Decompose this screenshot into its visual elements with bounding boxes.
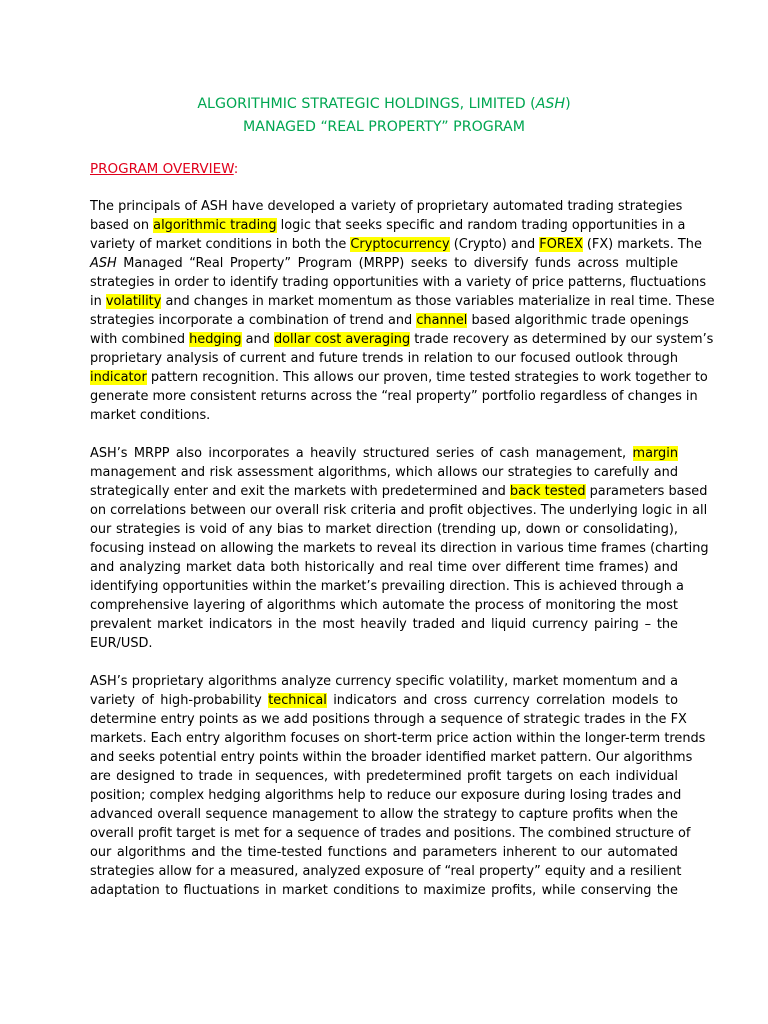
text-segment: variety of market conditions in both the bbox=[90, 237, 351, 252]
text-line bbox=[90, 577, 684, 596]
text-segment: generate more consistent returns across the “real property” portfolio regardless of changes in bbox=[90, 389, 698, 404]
text-line bbox=[90, 349, 678, 368]
highlighted-term: volatility bbox=[105, 294, 162, 309]
text-line bbox=[90, 862, 682, 881]
text-segment: parameters based bbox=[585, 484, 708, 499]
text-line bbox=[90, 691, 678, 710]
highlighted-term: channel bbox=[416, 313, 468, 328]
section-heading-colon: : bbox=[233, 161, 239, 177]
title-text-ash: ASH bbox=[535, 96, 566, 112]
text-line bbox=[90, 596, 678, 615]
text-segment: strategies allow for a measured, analyzed exposure of “real property” equity and a resilient bbox=[90, 864, 682, 879]
text-line bbox=[90, 539, 709, 558]
highlighted-term: technical bbox=[268, 693, 327, 708]
text-line bbox=[90, 824, 691, 843]
document-title-line-1 bbox=[90, 95, 678, 114]
highlighted-term: algorithmic trading bbox=[153, 218, 277, 233]
highlighted-term: hedging bbox=[189, 332, 242, 347]
paragraph-1 bbox=[90, 197, 715, 425]
text-line bbox=[90, 881, 678, 900]
text-line bbox=[90, 672, 678, 691]
text-line bbox=[90, 805, 678, 824]
text-segment: based algorithmic trade openings bbox=[467, 313, 689, 328]
text-segment: strategies incorporate a combination of trend and bbox=[90, 313, 417, 328]
text-segment: comprehensive layering of algorithms which automate the process of monitoring the most bbox=[90, 598, 678, 613]
text-segment: management and risk assessment algorithms, which allows our strategies to carefully and bbox=[90, 465, 678, 480]
text-segment: in bbox=[90, 294, 106, 309]
paragraph-3 bbox=[90, 672, 706, 900]
text-segment: indicators and cross currency correlation models to bbox=[326, 693, 678, 708]
document-title-line-2: MANAGED “REAL PROPERTY” PROGRAM bbox=[243, 119, 525, 135]
text-segment: ASH’s MRPP also incorporates a heavily structured series of cash management, bbox=[90, 446, 633, 461]
text-segment: variety of high-probability bbox=[90, 693, 269, 708]
title-text-pre: ALGORITHMIC STRATEGIC HOLDINGS, LIMITED ( bbox=[197, 96, 536, 112]
title-text-post: ) bbox=[565, 96, 571, 112]
text-segment: position; complex hedging algorithms help to reduce our exposure during losing trades and bbox=[90, 788, 682, 803]
text-line bbox=[90, 216, 686, 235]
text-segment: Managed “Real Property” Program (MRPP) seeks to diversify funds across multiple bbox=[116, 256, 678, 271]
text-line bbox=[90, 482, 708, 501]
highlighted-term: FOREX bbox=[539, 237, 583, 252]
text-segment: ASH bbox=[90, 256, 117, 271]
text-segment: strategically enter and exit the markets with predetermined and bbox=[90, 484, 510, 499]
text-line bbox=[90, 387, 698, 406]
text-segment: strategies in order to identify trading opportunities with a variety of price patterns, fluctuations bbox=[90, 275, 707, 290]
text-segment: our strategies is void of any bias to market direction (trending up, down or consolidating), bbox=[90, 522, 678, 537]
highlighted-term: indicator bbox=[90, 370, 147, 385]
text-line bbox=[90, 311, 689, 330]
section-heading-text: PROGRAM OVERVIEW bbox=[90, 161, 234, 177]
text-segment: trade recovery as determined by our system’s bbox=[410, 332, 714, 347]
section-heading bbox=[90, 160, 238, 179]
text-line bbox=[90, 729, 706, 748]
text-segment: our algorithms and the time-tested functions and parameters inherent to our automated bbox=[90, 845, 678, 860]
text-line bbox=[90, 254, 678, 273]
text-segment: on correlations between our overall risk criteria and profit objectives. The underlying logic in all bbox=[90, 503, 708, 518]
text-line bbox=[90, 330, 714, 349]
text-line bbox=[90, 634, 678, 653]
text-segment: markets. Each entry algorithm focuses on short-term price action within the longer-term trends bbox=[90, 731, 706, 746]
highlighted-term: dollar cost averaging bbox=[273, 332, 411, 347]
text-segment: logic that seeks specific and random trading opportunities in a bbox=[276, 218, 686, 233]
text-segment: based on bbox=[90, 218, 154, 233]
text-segment: adaptation to fluctuations in market conditions to maximize profits, while conserving the bbox=[90, 883, 678, 898]
text-line bbox=[90, 767, 678, 786]
text-line bbox=[90, 748, 693, 767]
text-segment: advanced overall sequence management to allow the strategy to capture profits when the bbox=[90, 807, 678, 822]
text-segment: and analyzing market data both historically and real time over different time frames) and bbox=[90, 560, 678, 575]
text-segment: prevalent market indicators in the most heavily traded and liquid currency pairing – the bbox=[90, 617, 678, 632]
text-line bbox=[90, 292, 715, 311]
text-segment: are designed to trade in sequences, with predetermined profit targets on each individual bbox=[90, 769, 678, 784]
text-line bbox=[90, 710, 687, 729]
text-segment: and bbox=[241, 332, 274, 347]
text-segment: (Crypto) and bbox=[449, 237, 540, 252]
text-segment: identifying opportunities within the market’s prevailing direction. This is achieved through a bbox=[90, 579, 684, 594]
text-line bbox=[90, 558, 678, 577]
text-segment: EUR/USD. bbox=[90, 636, 153, 651]
text-line bbox=[90, 197, 683, 216]
text-segment: with combined bbox=[90, 332, 190, 347]
text-segment: and changes in market momentum as those variables materialize in real time. These bbox=[161, 294, 715, 309]
text-line bbox=[90, 406, 678, 425]
text-segment: pattern recognition. This allows our proven, time tested strategies to work together to bbox=[146, 370, 708, 385]
highlighted-term: Cryptocurrency bbox=[350, 237, 450, 252]
text-line bbox=[90, 520, 678, 539]
highlighted-term: back tested bbox=[509, 484, 586, 499]
text-segment: and seeks potential entry points within the broader identified market pattern. Our algorithms bbox=[90, 750, 693, 765]
text-line bbox=[90, 463, 678, 482]
text-segment: determine entry points as we add positions through a sequence of strategic trades in the FX bbox=[90, 712, 687, 727]
text-line bbox=[90, 501, 708, 520]
highlighted-term: margin bbox=[632, 446, 678, 461]
paragraph-2 bbox=[90, 444, 709, 653]
text-line bbox=[90, 786, 682, 805]
text-segment: focusing instead on allowing the markets to reveal its direction in various time frames (charting bbox=[90, 541, 709, 556]
text-segment: proprietary analysis of current and future trends in relation to our focused outlook through bbox=[90, 351, 678, 366]
text-line bbox=[90, 235, 702, 254]
text-segment: overall profit target is met for a sequence of trades and positions. The combined structure of bbox=[90, 826, 691, 841]
text-line bbox=[90, 843, 678, 862]
text-line bbox=[90, 615, 678, 634]
text-segment: (FX) markets. The bbox=[582, 237, 702, 252]
text-segment: The principals of ASH have developed a variety of proprietary automated trading strategies bbox=[90, 199, 683, 214]
text-segment: market conditions. bbox=[90, 408, 211, 423]
text-segment: ASH’s proprietary algorithms analyze currency specific volatility, market momentum and a bbox=[90, 674, 678, 689]
text-line bbox=[90, 273, 707, 292]
text-line bbox=[90, 368, 708, 387]
text-line bbox=[90, 444, 678, 463]
